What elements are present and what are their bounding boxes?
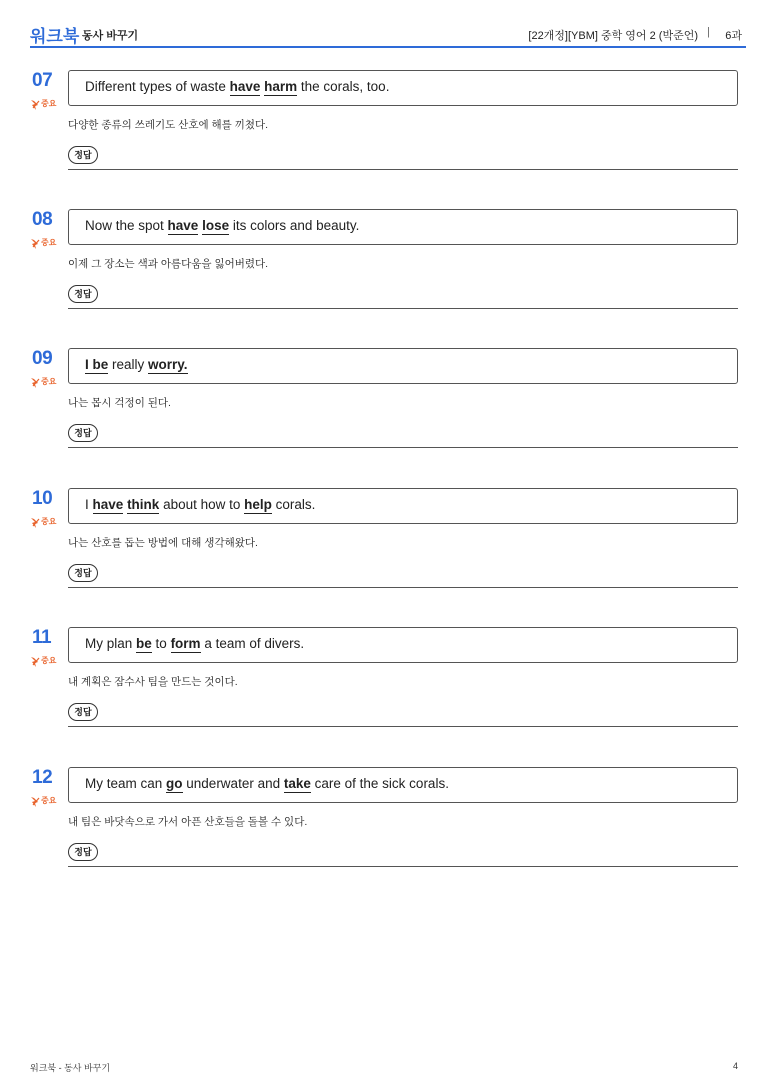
target-verb: harm (264, 79, 298, 94)
sentence-text: I (85, 497, 93, 512)
sentence-text: about how to (159, 497, 245, 512)
important-badge-label: 중요 (41, 238, 57, 247)
sentence-text: a team of divers. (200, 636, 305, 651)
korean-translation: 나는 몹시 걱정이 된다. (68, 397, 171, 409)
sentence-text: corals. (271, 497, 316, 512)
question-number: 12 (32, 767, 53, 788)
target-verb: go (166, 776, 183, 791)
sentence-box (68, 70, 738, 106)
answer-line (68, 169, 738, 170)
korean-translation: 내 팀은 바닷속으로 가서 아픈 산호들을 돌볼 수 있다. (68, 816, 308, 828)
important-badge-label: 중요 (41, 377, 57, 386)
target-verb: have (229, 79, 261, 94)
sentence-box (68, 488, 738, 524)
sentence-box (68, 348, 738, 384)
sentence-box (68, 627, 738, 663)
sentence-text: Now the spot (85, 218, 168, 233)
sentence-text: My plan (85, 636, 137, 651)
korean-translation: 내 계획은 잠수사 팀을 만드는 것이다. (68, 676, 238, 688)
sentence-text: My team can (85, 776, 167, 791)
answer-line (68, 308, 738, 309)
question-number: 09 (32, 348, 53, 369)
target-verb: I be (85, 357, 109, 372)
answer-line (68, 447, 738, 448)
korean-translation: 다양한 종류의 쓰레기도 산호에 해를 끼쳤다. (68, 119, 269, 131)
footer-title: 워크북 - 동사 바꾸기 (30, 1063, 111, 1073)
brand-title: 워크북 (30, 27, 80, 46)
sentence-text: its colors and beauty. (229, 218, 360, 233)
target-verb: form (170, 636, 201, 651)
important-badge-label: 중요 (41, 656, 57, 665)
answer-line (68, 866, 738, 867)
answer-button[interactable]: 정답 (68, 564, 98, 582)
sentence-box (68, 209, 738, 245)
answer-button[interactable]: 정답 (68, 285, 98, 303)
page-header (30, 22, 746, 48)
exercise-item (30, 70, 738, 201)
exercise-item (30, 488, 738, 619)
target-verb: have (92, 497, 124, 512)
important-badge-label: 중요 (41, 99, 57, 108)
target-verb: worry. (148, 357, 188, 372)
important-badge-label: 중요 (41, 517, 57, 526)
sentence-text: Different types of waste (85, 79, 230, 94)
header-separator: | (707, 26, 710, 38)
exercise-item (30, 348, 738, 479)
important-badge-icon (30, 377, 58, 389)
sentence-text: care of the sick corals. (310, 776, 449, 791)
sentence-box (68, 767, 738, 803)
exercise-item (30, 209, 738, 340)
target-verb: have (167, 218, 199, 233)
question-number: 11 (32, 627, 52, 648)
target-verb: help (244, 497, 272, 512)
exercise-item (30, 767, 738, 898)
sentence-text: the corals, too. (297, 79, 390, 94)
question-number: 07 (32, 70, 53, 91)
korean-translation: 나는 산호를 돕는 방법에 대해 생각해왔다. (68, 537, 258, 549)
answer-line (68, 587, 738, 588)
target-verb: be (136, 636, 152, 651)
important-badge-icon (30, 656, 58, 668)
page-number: 4 (732, 1061, 738, 1071)
important-badge-icon (30, 238, 58, 250)
lesson-label: 6과 (725, 30, 742, 42)
question-number: 10 (32, 488, 53, 509)
question-number: 08 (32, 209, 53, 230)
korean-translation: 이제 그 장소는 색과 아름다움을 잃어버렸다. (68, 258, 269, 270)
answer-button[interactable]: 정답 (68, 146, 98, 164)
important-badge-label: 중요 (41, 796, 57, 805)
answer-button[interactable]: 정답 (68, 703, 98, 721)
exercise-item (30, 627, 738, 758)
target-verb: lose (202, 218, 230, 233)
course-title: [22개정][YBM] 중학 영어 2 (박준언) (528, 30, 698, 42)
target-verb: take (283, 776, 311, 791)
sentence-text: to (151, 636, 171, 651)
sentence-text: really (108, 357, 149, 372)
sentence-text: underwater and (182, 776, 284, 791)
answer-button[interactable]: 정답 (68, 424, 98, 442)
worksheet-subtitle: 동사 바꾸기 (82, 30, 139, 42)
important-badge-icon (30, 517, 58, 529)
target-verb: think (127, 497, 160, 512)
answer-button[interactable]: 정답 (68, 843, 98, 861)
important-badge-icon (30, 99, 58, 111)
answer-line (68, 726, 738, 727)
important-badge-icon (30, 796, 58, 808)
